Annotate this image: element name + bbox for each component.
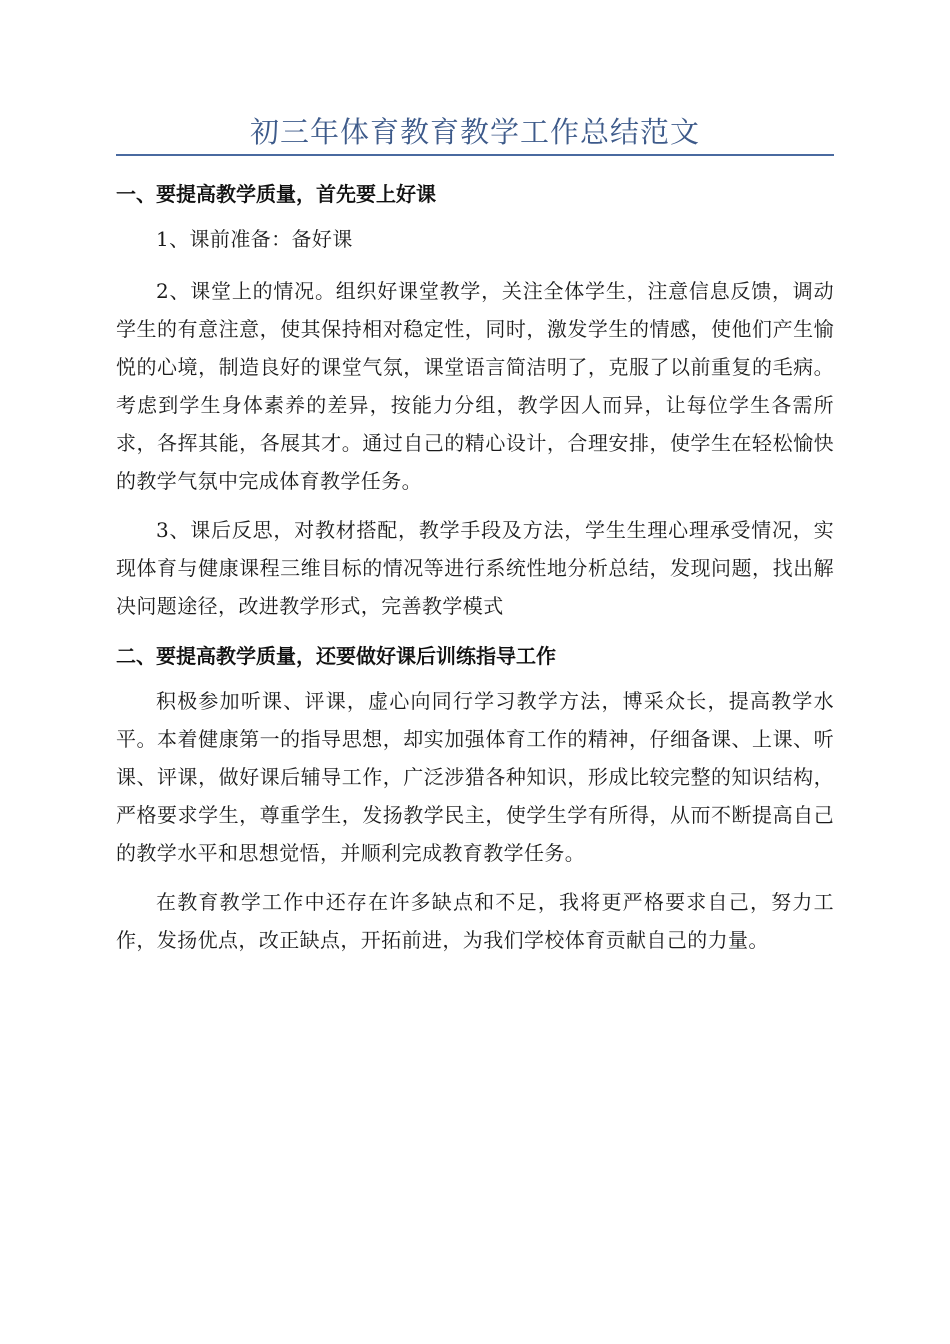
paragraph: 1、课前准备：备好课 — [156, 227, 353, 251]
section-heading: 二、要提高教学质量，还要做好课后训练指导工作 — [116, 644, 556, 668]
title-underline — [116, 154, 834, 156]
paragraph: 在教育教学工作中还存在许多缺点和不足，我将更严格要求自己，努力工作，发扬优点，改正缺点，开拓前进，为我们学校体育贡献自己的力量。 — [116, 890, 834, 952]
document-title: 初三年体育教育教学工作总结范文 — [249, 115, 700, 149]
paragraph: 2、课堂上的情况。组织好课堂教学，关注全体学生，注意信息反馈，调动学生的有意注意，使其保持相对稳定性，同时，激发学生的情感，使他们产生愉悦的心境，制造良好的课堂气氛，课堂语言简洁明了，克服了以前重复的毛病。考虑到学生身体素养的差异，按能力分组，教学因人而异，让每位学生各需所求，各挥其能，各展其才。通过自己的精心设计，合理安排，使学生在轻松愉快的教学气氛中完成体育教学任务。 — [116, 279, 834, 493]
document-body — [116, 174, 834, 970]
section-heading: 一、要提高教学质量，首先要上好课 — [116, 182, 436, 206]
paragraph: 积极参加听课、评课，虚心向同行学习教学方法，博采众长，提高教学水平。本着健康第一的指导思想，却实加强体育工作的精神，仔细备课、上课、听课、评课，做好课后辅导工作，广泛涉猎各种知识，形成比较完整的知识结构，严格要求学生，尊重学生，发扬教学民主，使学生学有所得，从而不断提高自己的教学水平和思想觉悟，并顺利完成教育教学任务。 — [116, 689, 834, 865]
paragraph: 3、课后反思，对教材搭配，教学手段及方法，学生生理心理承受情况，实现体育与健康课程三维目标的情况等进行系统性地分析总结，发现问题，找出解决问题途径，改进教学形式，完善教学模式 — [116, 518, 834, 618]
section-1 — [116, 174, 834, 625]
section-2 — [116, 636, 834, 959]
